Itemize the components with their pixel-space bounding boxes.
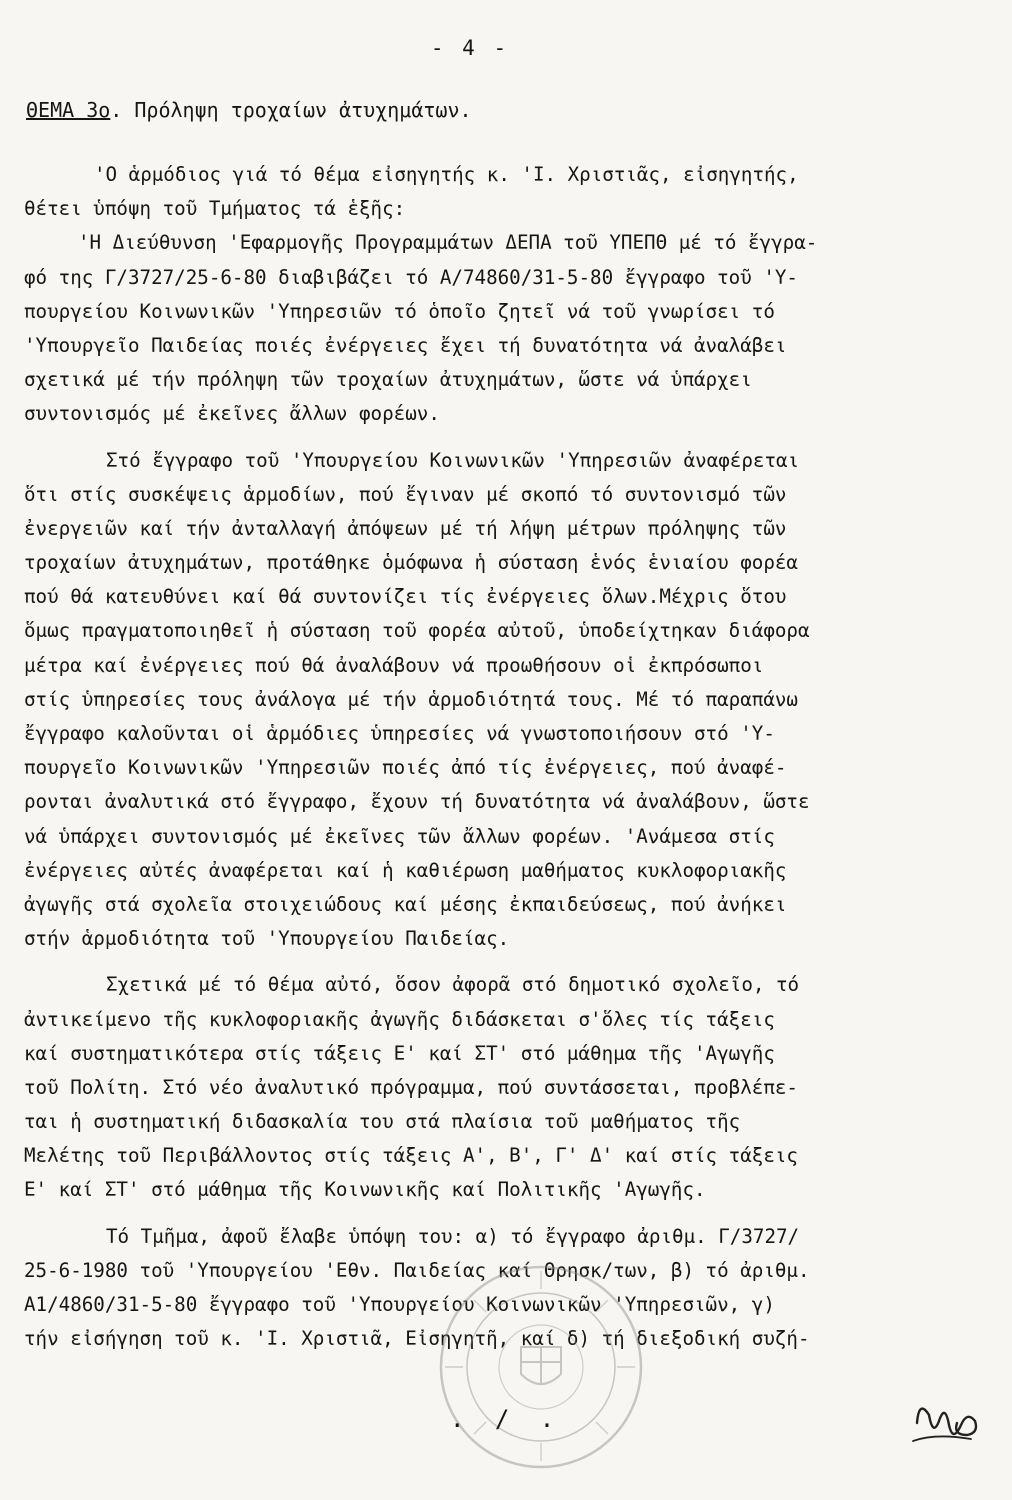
text-line: ἐνεργειῶν καί τήν ἀνταλλαγή ἀπόψεων μέ τή λήψη μέτρων πρόληψης τῶν [24, 516, 787, 540]
text-line: 'Η Διεύθυνση 'Εφαρμογῆς Προγραμμάτων ΔΕΠΑ τοῦ ΥΠΕΠΘ μέ τό ἔγγρα- [78, 231, 818, 255]
official-stamp [436, 1262, 646, 1472]
text-line: Μελέτης τοῦ Περιβάλλοντος στίς τάξεις Α', Β', Γ' Δ' καί στίς τάξεις [24, 1144, 798, 1168]
text-line: σχετικά μέ τήν πρόληψη τῶν τροχαίων ἀτυχημάτων, ὥστε νά ὑπάρχει [24, 368, 752, 392]
text-line: 25-6-1980 τοῦ 'Υπουργείου 'Εθν. Παιδείας καί Θρησκ/των, β) τό ἀριθμ. [24, 1258, 810, 1282]
text-line: ρονται ἀναλυτικά στό ἔγγραφο, ἔχουν τή δυνατότητα νά ἀναλάβουν, ὥστε [24, 790, 810, 814]
text-line: πουργείου Κοινωνικῶν 'Υπηρεσιῶν τό ὁποῖο ζητεῖ νά τοῦ γνωρίσει τό [24, 299, 775, 323]
paragraph-1 [24, 158, 1012, 226]
text-line: Α1/4860/31-5-80 ἔγγραφο τοῦ 'Υπουργείου Κοινωνικῶν 'Υπηρεσιῶν, γ) [24, 1293, 775, 1316]
text-line: νά ὑπάρχει συντονισμός μέ ἐκεῖνες τῶν ἄλλων φορέων. 'Ανάμεσα στίς [24, 824, 775, 848]
text-line: ὅμως πραγματοποιηθεῖ ἡ σύσταση τοῦ φορέα αὐτοῦ, ὑποδείχτηκαν διάφορα [24, 619, 810, 643]
text-line: καί συστηματικότερα στίς τάξεις Ε' καί ΣΤ' στό μάθημα τῆς 'Αγωγῆς [24, 1041, 775, 1065]
text-line: τροχαίων ἀτυχημάτων, προτάθηκε ὁμόφωνα ἡ σύσταση ἑνός ἑνιαίου φορέα [24, 551, 798, 575]
text-line: Τό Τμῆμα, ἀφοῦ ἔλαβε ὑπόψη του: α) τό ἔγγραφο ἀριθμ. Γ/3727/ [106, 1224, 800, 1248]
paragraph-3 [24, 444, 1012, 957]
paragraph-2 [24, 226, 1012, 431]
text-line: 'Υπουργεῖο Παιδείας ποιές ἐνέργειες ἔχει τή δυνατότητα νά ἀναλάβει [24, 333, 787, 357]
text-line: πουργεῖο Κοινωνικῶν 'Υπηρεσιῶν ποιές ἀπό τίς ἐνέργειες, πού ἀναφέ- [24, 756, 787, 780]
handwritten-initials [905, 1385, 985, 1455]
text-line: Ε' καί ΣΤ' στό μάθημα τῆς Κοινωνικῆς καί Πολιτικῆς 'Αγωγῆς. [24, 1178, 706, 1202]
body-text [24, 158, 1012, 1356]
text-line: ἀντικείμενο τῆς κυκλοφοριακῆς ἀγωγῆς διδάσκεται σ'ὅλες τίς τάξεις [24, 1007, 775, 1031]
text-line: ἐνέργειες αὐτές ἀναφέρεται καί ἡ καθιέρωση μαθήματος κυκλοφοριακῆς [24, 858, 787, 882]
text-line: ὅτι στίς συσκέψεις ἁρμοδίων, πού ἔγιναν μέ σκοπό τό συντονισμό τῶν [24, 482, 787, 506]
text-line: Στό ἔγγραφο τοῦ 'Υπουργείου Κοινωνικῶν 'Υπηρεσιῶν ἀναφέρεται [106, 448, 800, 472]
continuation-mark: . / . [450, 1405, 563, 1433]
text-line: μέτρα καί ἐνέργειες πού θά ἀναλάβουν νά προωθήσουν οἱ ἐκπρόσωποι [24, 653, 764, 677]
text-line: φό της Γ/3727/25-6-80 διαβιβάζει τό Α/74860/31-5-80 ἔγγραφο τοῦ 'Υ- [24, 265, 798, 289]
text-line: ἀγωγῆς στά σχολεῖα στοιχειώδους καί μέσης ἐκπαιδεύσεως, πού ἀνήκει [24, 892, 787, 916]
text-line: ἔγγραφο καλοῦνται οἱ ἁρμόδιες ὑπηρεσίες νά γνωστοποιήσουν στό 'Υ- [24, 722, 775, 745]
text-line: Σχετικά μέ τό θέμα αὐτό, ὅσον ἀφορᾶ στό δημοτικό σχολεῖο, τό [106, 973, 800, 997]
subject-heading [26, 98, 472, 122]
text-line: στήν ἁρμοδιότητα τοῦ 'Υπουργείου Παιδείας. [24, 927, 510, 951]
text-line: ται ἡ συστηματική διδασκαλία του στά πλαίσια τοῦ μαθήματος τῆς [24, 1110, 741, 1134]
text-line: πού θά κατευθύνει καί θά συντονίζει τίς ἐνέργειες ὅλων.Μέχρις ὅτου [24, 585, 787, 609]
text-line: 'Ο ἁρμόδιος γιά τό θέμα εἰσηγητής κ. 'Ι. Χριστιᾶς, εἰσηγητής, [94, 163, 799, 186]
text-line: τήν εἰσήγηση τοῦ κ. 'Ι. Χριστιᾶ, Εἰσηγητῆ, καί δ) τή διεξοδική συζή- [24, 1327, 810, 1351]
text-line: στίς ὑπηρεσίες τους ἀνάλογα μέ τήν ἁρμοδιότητά τους. Μέ τό παραπάνω [24, 687, 798, 711]
text-line: θέτει ὑπόψη τοῦ Τμήματος τά ἑξῆς: [24, 197, 406, 221]
subject-title: . Πρόληψη τροχαίων ἀτυχημάτων. [110, 98, 472, 122]
page-number: - 4 - [430, 36, 510, 60]
paragraph-4 [24, 968, 1012, 1207]
text-line: συντονισμός μέ ἐκεῖνες ἄλλων φορέων. [24, 402, 440, 426]
text-line: τοῦ Πολίτη. Στό νέο ἀναλυτικό πρόγραμμα, πού συντάσσεται, προβλέπε- [24, 1075, 798, 1099]
subject-label: ΘΕΜΑ 3ο [26, 98, 111, 122]
